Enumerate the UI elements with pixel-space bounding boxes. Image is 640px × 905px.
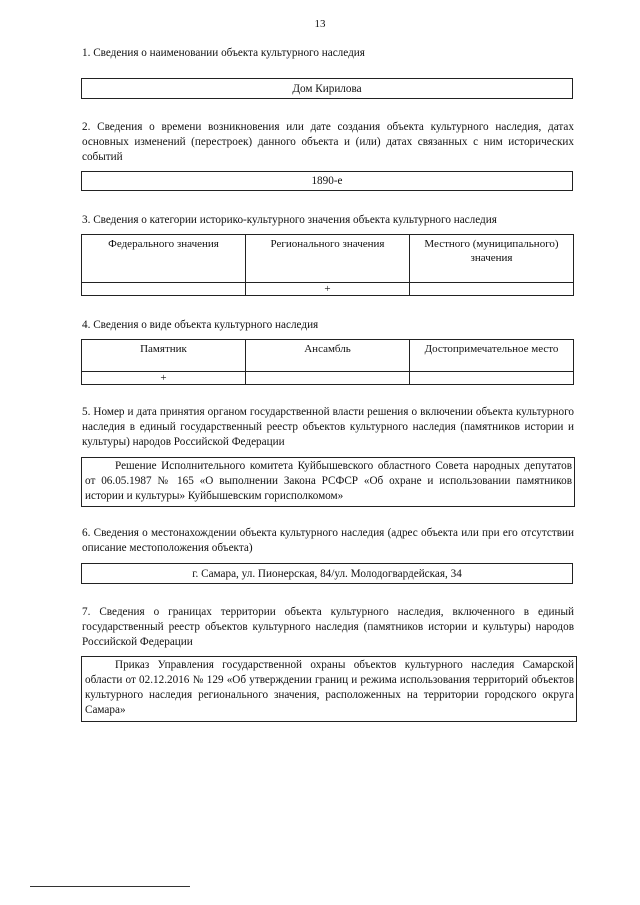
- section-3-heading: 3. Сведения о категории историко-культурного значения объекта культурного наследия: [82, 214, 497, 226]
- kind-header-row: [82, 340, 574, 372]
- section-6-heading: 6. Сведения о местонахождении объекта культурного наследия (адрес объекта или при его отсутствии описание местоположения объекта): [82, 527, 574, 554]
- section-4-heading: 4. Сведения о виде объекта культурного наследия: [82, 319, 319, 331]
- object-name-value: Дом Кирилова: [292, 82, 362, 95]
- location-field: [81, 563, 573, 584]
- location-value: г. Самара, ул. Пионерская, 84/ул. Молодогвардейская, 34: [192, 567, 462, 580]
- category-local-mark: [410, 283, 574, 296]
- borders-value: Приказ Управления государственной охраны объектов культурного наследия Самарской области от 02.12.2016 № 129 «Об утверждении границ и режима использования территорий объектов культурного наследия регионального значения, расположенных на территории городского округа Самара»: [85, 659, 574, 716]
- category-federal-mark: [82, 283, 246, 296]
- kind-place-mark: [410, 372, 574, 385]
- decision-value: Решение Исполнительного комитета Куйбышевского областного Совета народных депутатов от 06.05.1987 № 165 «О выполнении Закона РСФСР «Об охране и использовании памятников истории и культуры» Куйбышевским горисполкомом»: [85, 460, 572, 502]
- creation-date-value: 1890-е: [311, 175, 343, 187]
- borders-field: [81, 656, 577, 722]
- category-regional-mark: +: [246, 283, 410, 296]
- category-mark-row: [82, 283, 574, 296]
- object-name-field: [81, 78, 573, 99]
- category-header-row: [82, 235, 574, 283]
- category-regional-header: Регионального значения: [246, 235, 410, 283]
- section-7-heading: 7. Сведения о границах территории объекта культурного наследия, включенного в единый государственный реестр объектов культурного наследия (памятников истории и культуры) народов Российской Федерации: [82, 606, 574, 648]
- kind-monument-header: Памятник: [82, 340, 246, 372]
- kind-ensemble-header: Ансамбль: [246, 340, 410, 372]
- creation-date-field: [81, 171, 573, 191]
- category-local-header: Местного (муниципального) значения: [410, 235, 574, 283]
- kind-monument-mark: +: [82, 372, 246, 385]
- category-table: [81, 234, 574, 296]
- section-5-heading: 5. Номер и дата принятия органом государственной власти решения о включении объекта культурного наследия в единый государственный реестр объектов культурного наследия (памятников истории и культуры) народов Российской Федерации: [82, 406, 574, 448]
- section-1-heading: 1. Сведения о наименовании объекта культурного наследия: [82, 47, 365, 59]
- section-2-heading: 2. Сведения о времени возникновения или дате создания объекта культурного наследия, датах основных изменений (перестроек) данного объекта и (или) датах связанных с ним исторических событий: [82, 121, 574, 163]
- page-number: 13: [314, 18, 326, 30]
- kind-place-header: Достопримечательное место: [410, 340, 574, 372]
- footnote-separator: [30, 886, 190, 887]
- category-federal-header: Федерального значения: [82, 235, 246, 283]
- kind-table: [81, 339, 574, 385]
- kind-ensemble-mark: [246, 372, 410, 385]
- decision-field: [81, 457, 575, 507]
- kind-mark-row: [82, 372, 574, 385]
